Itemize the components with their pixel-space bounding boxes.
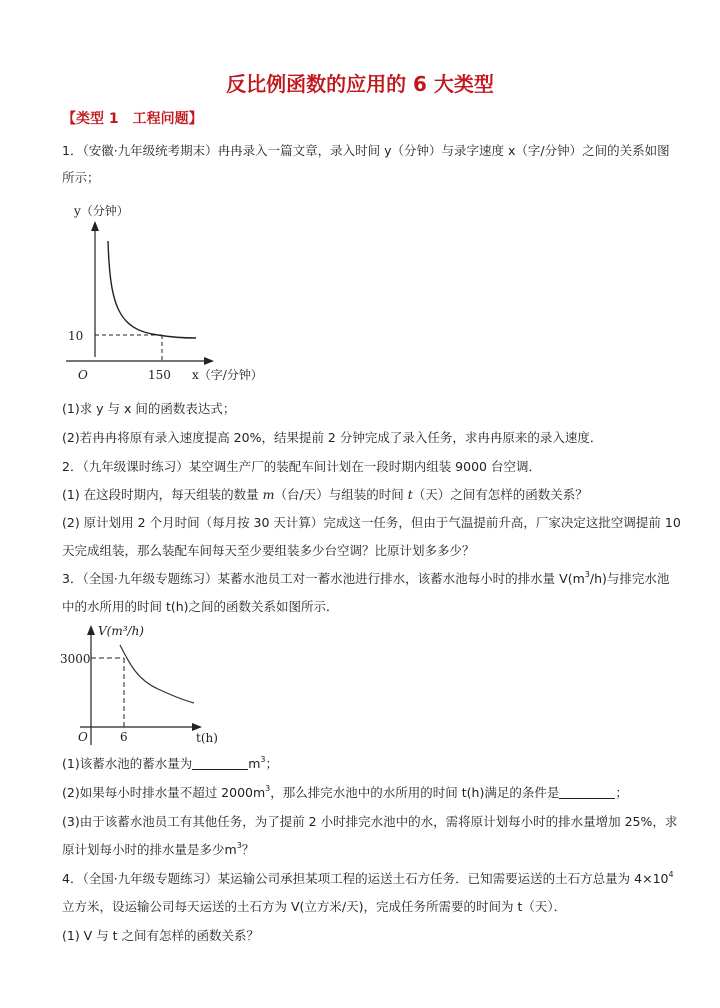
- q3-y-label: V(m³/h): [98, 624, 144, 638]
- q2-stem: 2．（九年级课时练习）某空调生产厂的装配车间计划在一段时期内组装 9000 台空调．: [62, 459, 541, 474]
- q3-stem-cont: 中的水所用的时间 t(h)之间的函数关系如图所示．: [62, 599, 339, 614]
- q1-x-tick: 150: [148, 368, 171, 382]
- q2-part2: (2) 原计划用 2 个月时间（每月按 30 天计算）完成这一任务，但由于气温提前升高，厂家决定这批空调提前 10: [62, 515, 681, 530]
- q3-x-tick: 6: [120, 730, 128, 744]
- answer-blank[interactable]: [559, 786, 615, 799]
- x-axis-arrow-icon: [192, 723, 202, 731]
- q1-y-label: y（分钟）: [74, 204, 129, 218]
- q3-part2: (2)如果每小时排水量不超过 $2000m^3$，那么排完水池中的水所用的时间 t(h)满足的条件是 ；: [62, 784, 628, 800]
- q1-stem-cont: 所示；: [62, 170, 100, 185]
- q3-y-tick: 3000: [60, 652, 91, 666]
- answer-blank[interactable]: [192, 757, 248, 770]
- q1-y-tick: 10: [68, 329, 84, 343]
- origin-label: O: [78, 368, 88, 382]
- q3-part1: (1)该蓄水池的蓄水量为 $m^3$；: [62, 755, 279, 771]
- q4-part1: (1) V 与 t 之间有怎样的函数关系？: [62, 928, 260, 943]
- q1-part1: (1)求 y 与 x 间的函数表达式；: [62, 401, 236, 416]
- q2-part1: (1) 在这段时期内，每天组装的数量 m（台/天）与组装的时间 t（天）之间有怎样的函数关系？: [62, 487, 588, 502]
- q1-graph: [58, 195, 278, 390]
- origin-label: O: [78, 730, 88, 744]
- q3-graph: [58, 615, 228, 750]
- q2-part2-cont: 天完成组装，那么装配车间每天至少要组装多少台空调？比原计划多多少？: [62, 543, 475, 558]
- q3-part3: (3)由于该蓄水池员工有其他任务，为了提前 2 小时排完水池中的水，需将原计划每小时的排水量增加 25%，求: [62, 814, 678, 829]
- section-heading: 【类型 1 工程问题】: [62, 111, 203, 127]
- q1-x-label: x（字/分钟）: [192, 368, 263, 382]
- y-axis-arrow-icon: [87, 625, 95, 635]
- q3-x-label: t(h): [196, 731, 218, 745]
- q1-stem: 1．（安徽·九年级统考期末）冉冉录入一篇文章，录入时间 y（分钟）与录字速度 x（字/分钟）之间的关系如图: [62, 143, 670, 158]
- curve: [108, 241, 196, 338]
- page-title: 反比例函数的应用的 6 大类型: [226, 72, 494, 96]
- q1-part2: (2)若冉冉将原有录入速度提高 20%，结果提前 2 分钟完成了录入任务，求冉冉原来的录入速度．: [62, 430, 603, 445]
- q4-stem: 4．（全国·九年级专题练习）某运输公司承担某项工程的运送土石方任务．已知需要运送的土石方总量为 $4\times 10^4$: [62, 870, 674, 886]
- x-axis-arrow-icon: [204, 357, 214, 365]
- q3-part3-cont: 原计划每小时的排水量是多少$m^3$？: [62, 841, 255, 857]
- curve: [120, 645, 194, 703]
- q4-stem-cont: 立方米，设运输公司每天运送的土石方为 V(立方米/天)，完成任务所需要的时间为 t（天）．: [62, 899, 567, 914]
- q3-stem: 3．（全国·九年级专题练习）某蓄水池员工对一蓄水池进行排水，该蓄水池每小时的排水量 $V(m^3/h)$与排完水池: [62, 570, 670, 586]
- y-axis-arrow-icon: [91, 221, 99, 231]
